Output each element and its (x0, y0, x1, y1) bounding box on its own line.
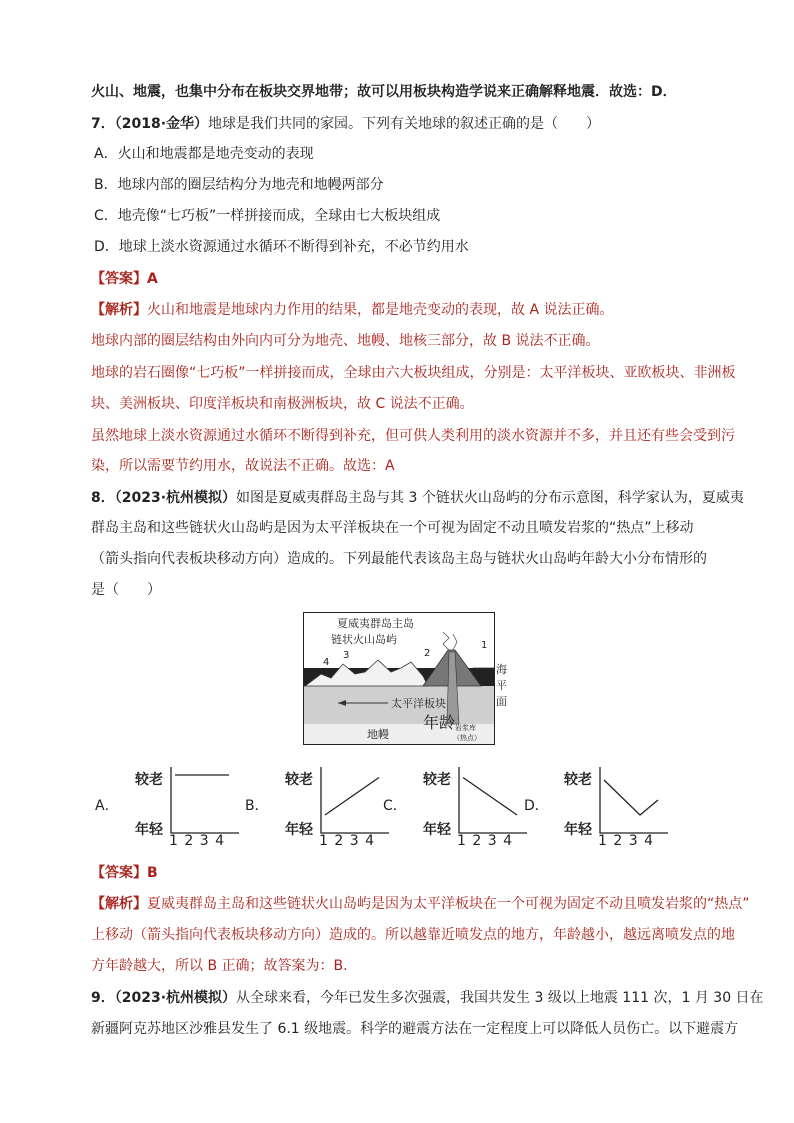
magma-chamber-label: 岩浆库 (455, 724, 476, 732)
q7-explanation-5: 虽然地球上淡水资源通过水循环不断得到补充，但可供人类利用的淡水资源并不多，并且还有些会受到污 (91, 428, 735, 444)
explanation-tag: 【解析】 (91, 302, 147, 318)
q7-option-a: A．火山和地震都是地壳变动的表现 (94, 146, 314, 162)
younger-label: 年轻 (135, 822, 163, 838)
q8-answer (91, 863, 158, 883)
prev-explanation-text: 火山、地震，也集中分布在板块交界地带；故可以用板块构造学说来正确解释地震．故选：D． (91, 84, 677, 100)
option-letter: A． (95, 798, 119, 814)
main-island-label: 夏威夷群岛主岛 (337, 617, 414, 630)
explanation-text: 夏威夷群岛主岛和这些链状火山岛屿是因为太平洋板块在一个可视为固定不动且喷发岩浆的“热点” (147, 896, 750, 912)
q8-stem-1 (91, 488, 744, 508)
mantle-label: 地幔 (367, 728, 389, 741)
q9-stem-1 (91, 988, 764, 1008)
younger-label: 年轻 (285, 822, 313, 838)
older-label: 较老 (564, 772, 592, 788)
chain-islands-label: 链状火山岛屿 (331, 633, 397, 646)
answer-tag: 【答案】 (91, 865, 147, 881)
q7-explanation-2: 地球内部的圈层结构由外向内可分为地壳、地幔、地核三部分，故 B 说法不正确。 (91, 333, 600, 349)
answer-value: B (147, 865, 158, 881)
q7-text: 地球是我们共同的家园。下列有关地球的叙述正确的是（ ） (208, 116, 601, 132)
hawaii-diagram (303, 612, 507, 745)
q7-answer (91, 269, 158, 289)
q7-option-d: D．地球上淡水资源通过水循环不断得到补充，不必节约用水 (94, 239, 469, 255)
q9-source: （2023·杭州模拟） (114, 990, 237, 1006)
pacific-plate-label: 太平洋板块 (391, 697, 446, 710)
option-letter: D． (524, 798, 549, 814)
q7-stem (91, 114, 600, 134)
q9-text: 从全球来看，今年已发生多次强震，我国共发生 3 级以上地震 111 次，1 月 30 日在 (236, 990, 764, 1006)
island-number-4: 4 (323, 657, 330, 668)
age-label: 年龄 (423, 713, 456, 732)
q9-number: 9． (91, 990, 115, 1006)
q8-number: 8． (91, 490, 115, 506)
option-a-plot (169, 765, 249, 835)
x-tick-labels: 1 2 3 4 (457, 833, 513, 849)
option-letter: B． (245, 798, 269, 814)
island-number-2: 2 (424, 648, 431, 659)
option-a-chart (95, 765, 235, 850)
x-tick-labels: 1 2 3 4 (169, 833, 225, 849)
island-number-3: 3 (343, 650, 350, 661)
explanation-text: 火山和地震是地球内力作用的结果，都是地壳变动的表现，故 A 说法正确。 (147, 302, 614, 318)
q7-explanation-4: 块、美洲板块、印度洋板块和南极洲板块，故 C 说法不正确。 (91, 396, 474, 412)
q8-stem-3: （箭头指向代表板块移动方向）造成的。下列最能代表该岛主岛与链状火山岛屿年龄大小分布情形的 (91, 551, 707, 567)
q8-stem-4: 是（ ） (91, 582, 161, 598)
option-d-chart (524, 765, 664, 850)
younger-label: 年轻 (564, 822, 592, 838)
axes (171, 767, 239, 833)
age-series-line (604, 780, 658, 815)
hotspot-label: （热点） (453, 734, 481, 742)
q7-explanation-6: 染，所以需要节约用水，故说法不正确。故选：A (91, 458, 395, 474)
older-label: 较老 (135, 772, 163, 788)
continuation-text (91, 82, 677, 102)
q8-explanation-3: 方年龄越大，所以 B 正确；故答案为：B. (91, 958, 348, 974)
q8-source: （2023·杭州模拟） (114, 490, 237, 506)
sea-level-label: 海平面 (496, 663, 507, 708)
answer-tag: 【答案】 (91, 271, 147, 287)
age-series-line (463, 778, 517, 816)
q8-text: 如图是夏威夷群岛主岛与其 3 个链状火山岛屿的分布示意图，科学家认为，夏威夷 (236, 490, 744, 506)
q8-explanation-2: 上移动（箭头指向代表板块移动方向）造成的。所以越靠近喷发点的地方，年龄越小，越远离喷发点的地 (91, 927, 735, 943)
q7-option-c: C．地壳像“七巧板”一样拼接而成，全球由七大板块组成 (94, 208, 441, 224)
axes (321, 767, 389, 833)
explanation-tag: 【解析】 (91, 896, 147, 912)
q9-stem-2: 新疆阿克苏地区沙雅县发生了 6.1 级地震。科学的避震方法在一定程度上可以降低人员伤亡。以下避震方 (91, 1021, 739, 1037)
younger-label: 年轻 (423, 822, 451, 838)
option-d-plot (598, 765, 678, 835)
option-letter: C． (383, 798, 407, 814)
q7-source: （2018·金华） (114, 116, 209, 132)
q7-explanation-3: 地球的岩石圈像“七巧板”一样拼接而成，全球由六大板块组成，分别是：太平洋板块、亚欧板块、非洲板 (91, 365, 736, 381)
q7-explanation-1 (91, 300, 613, 320)
age-series-line (325, 778, 379, 816)
axes (459, 767, 527, 833)
older-label: 较老 (423, 772, 451, 788)
q7-option-b: B．地球内部的圈层结构分为地壳和地幔两部分 (94, 177, 384, 193)
q7-number: 7． (91, 116, 115, 132)
x-tick-labels: 1 2 3 4 (319, 833, 375, 849)
island-number-1: 1 (481, 640, 488, 651)
q8-explanation-1 (91, 894, 750, 914)
q8-stem-2: 群岛主岛和这些链状火山岛屿是因为太平洋板块在一个可视为固定不动且喷发岩浆的“热点”上移动 (91, 520, 694, 536)
option-c-chart (383, 765, 523, 850)
option-b-chart (245, 765, 385, 850)
x-tick-labels: 1 2 3 4 (598, 833, 654, 849)
answer-value: A (147, 271, 158, 287)
older-label: 较老 (285, 772, 313, 788)
